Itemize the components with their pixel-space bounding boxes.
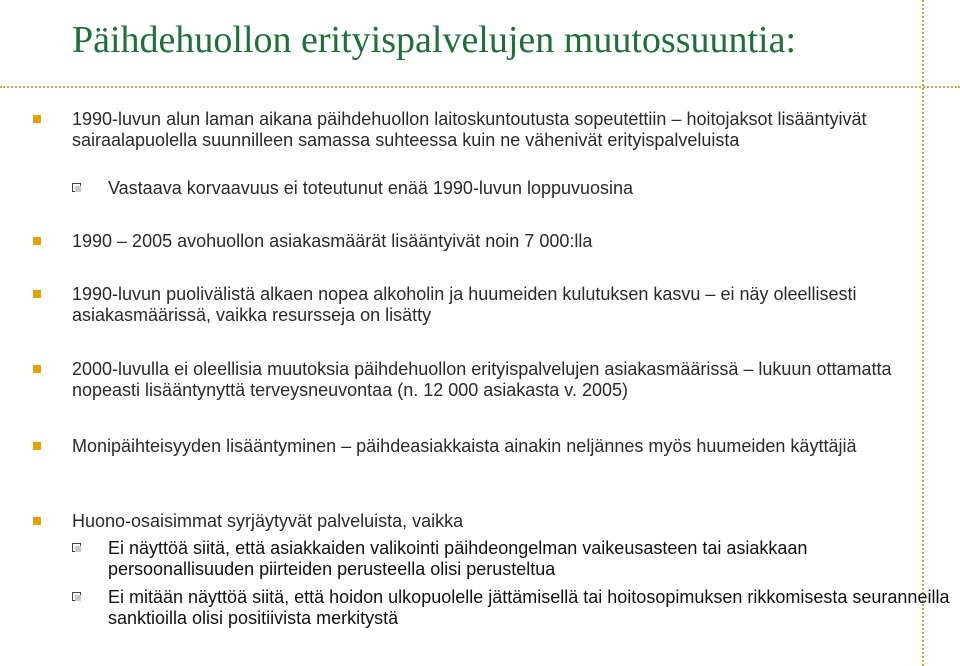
list-item-text: Huono-osaisimmat syrjäytyvät palveluista, vaikka — [72, 511, 464, 531]
square-bullet-icon — [33, 115, 41, 123]
horizontal-divider — [0, 86, 960, 88]
square-bullet-icon — [33, 290, 41, 298]
list-item — [72, 231, 956, 252]
list-item — [72, 436, 956, 457]
list-item — [72, 359, 956, 401]
sub-list-item — [108, 538, 956, 580]
sub-list-item — [108, 587, 956, 629]
list-item — [72, 109, 956, 151]
square-bullet-icon — [33, 517, 41, 525]
square-bullet-icon — [33, 237, 41, 245]
sub-list-item-text: Vastaava korvaavuus ei toteutunut enää 1990-luvun loppuvuosina — [108, 178, 634, 198]
checkbox-bullet-icon — [72, 183, 81, 192]
list-item-text: 1990-luvun puolivälistä alkaen nopea alkoholin ja huumeiden kulutuksen kasvu – ei näy oleellisesti asiakasmäärissä, vaikka resursseja on lisätty — [72, 284, 857, 325]
sub-list-item-text: Ei näyttöä siitä, että asiakkaiden valikointi päihdeongelman vaikeusasteen tai asiakkaan persoonallisuuden piirteiden perusteella olisi perusteltua — [108, 538, 808, 579]
sub-list-item-text: Ei mitään näyttöä siitä, että hoidon ulkopuolelle jättämisellä tai hoitosopimuksen rikkomisesta seuranneilla sanktioilla olisi positiivista merkitystä — [108, 587, 950, 628]
list-item-text: Monipäihteisyyden lisääntyminen – päihdeasiakkaista ainakin neljännes myös huumeiden käyttäjiä — [72, 436, 857, 456]
list-item — [72, 284, 956, 326]
sub-list-item — [108, 178, 956, 199]
list-item-text: 2000-luvulla ei oleellisia muutoksia päihdehuollon erityispalvelujen asiakasmäärissä – lukuun ottamatta nopeasti lisääntynyttä terveysneuvontaa (n. 12 000 asiakasta v. 2005) — [72, 359, 892, 400]
checkbox-bullet-icon — [72, 543, 81, 552]
list-item — [72, 511, 956, 532]
square-bullet-icon — [33, 365, 41, 373]
checkbox-bullet-icon — [72, 592, 81, 601]
list-item-text: 1990-luvun alun laman aikana päihdehuollon laitoskuntoutusta sopeutettiin – hoitojaksot lisääntyivät sairaalapuolella suunnilleen samassa suhteessa kuin ne vähenivät erityispalveluista — [72, 109, 867, 150]
page-title: Päihdehuollon erityispalvelujen muutossuuntia: — [72, 19, 797, 61]
list-item-text: 1990 – 2005 avohuollon asiakasmäärät lisääntyivät noin 7 000:lla — [72, 231, 593, 251]
square-bullet-icon — [33, 442, 41, 450]
